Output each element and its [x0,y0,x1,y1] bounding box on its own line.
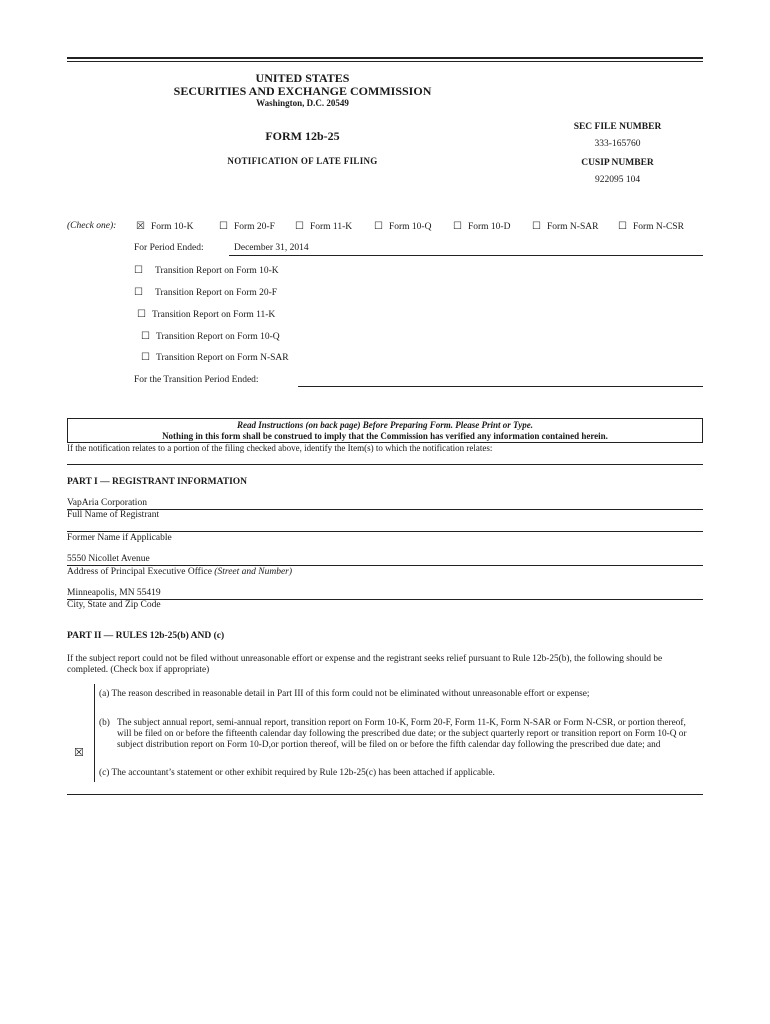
transition-report-item[interactable] [137,309,275,320]
registrant-name-rule [67,509,703,510]
address-label-text: Address of Principal Executive Office [67,567,212,577]
transition-report-label: Transition Report on Form N-SAR [155,353,289,363]
part1-heading: PART I — REGISTRANT INFORMATION [67,477,248,487]
form-title: FORM 12b-25 [265,129,340,143]
checkbox-icon[interactable]: ☒ [136,221,145,232]
check-one-option[interactable] [136,221,193,232]
header-agency: SECURITIES AND EXCHANGE COMMISSION [173,84,432,98]
address-label-italic: (Street and Number) [214,567,293,577]
checkbox-icon[interactable]: ☐ [219,221,228,232]
address-rule [67,565,703,566]
registrant-name[interactable]: VapAria Corporation [67,498,147,508]
checkbox-icon[interactable]: ☐ [532,221,541,232]
address-value[interactable]: 5550 Nicollet Avenue [67,554,150,564]
instructions-line2: Nothing in this form shall be construed to imply that the Commission has verified any information contained herein. [162,431,608,441]
form-subtitle: NOTIFICATION OF LATE FILING [227,156,378,166]
check-one-option-label: Form 10-K [150,222,194,232]
part2-checkbox[interactable]: ☒ [74,746,84,759]
check-one-option[interactable] [532,221,598,232]
checkbox-icon[interactable]: ☐ [618,221,627,232]
period-underline [229,255,703,256]
check-one-option-label: Form N-SAR [546,222,599,232]
top-rule-thin [67,61,703,62]
check-one-option[interactable] [295,221,352,232]
bottom-rule [67,794,703,795]
cusip-label: CUSIP NUMBER [581,158,654,168]
part2-intro: If the subject report could not be filed without unreasonable effort or expense and the registrant seeks relief pursuant to Rule 12b-25(b), the following should be completed. (Check box if appropriate) [67,654,663,675]
transition-period-underline [298,386,703,387]
check-one-label: (Check one): [67,221,117,231]
check-one-option-label: Form N-CSR [632,222,684,232]
check-one-option-label: Form 11-K [309,222,353,232]
check-one-option-label: Form 10-D [467,222,511,232]
checkbox-icon[interactable]: ☐ [141,352,150,363]
check-one-option-label: Form 10-Q [388,222,432,232]
registrant-name-label: Full Name of Registrant [67,510,160,520]
sec-file-label: SEC FILE NUMBER [573,122,662,132]
period-value[interactable]: December 31, 2014 [234,243,309,253]
transition-report-item[interactable] [134,287,277,298]
address-label [67,567,292,577]
transition-report-item[interactable] [134,265,279,276]
checkbox-icon[interactable]: ☐ [374,221,383,232]
city-value[interactable]: Minneapolis, MN 55419 [67,588,161,598]
notification-note: If the notification relates to a portion of the filing checked above, identify the Item(s) to which the notification relates: [67,443,493,453]
item-c: (c) The accountant’s statement or other exhibit required by Rule 12b-25(c) has been attached if applicable. [99,768,495,778]
check-one-option[interactable] [219,221,275,232]
checkbox-icon[interactable]: ☐ [453,221,462,232]
city-rule [67,599,703,600]
cusip-value: 922095 104 [594,175,641,185]
top-rule-thick [67,57,703,59]
transition-period-label: For the Transition Period Ended: [134,375,259,385]
checkbox-icon[interactable]: ☐ [141,331,150,342]
former-name-rule [67,531,703,532]
item-b: The subject annual report, semi-annual report, transition report on Form 10-K, Form 20-F, Form 11-K, Form N-SAR or Form N-CSR, or portion thereof, will be filed on or before the fifteenth calendar day following the prescribed due date; or the subject quarterly report or transition report on Form 10-Q or subject distribution report on Form 10-D,or portion thereof, will be filed on or before the fifth calendar day following the prescribed due date; and [117,718,687,750]
part2-bracket [94,684,95,782]
checkbox-icon[interactable]: ☐ [295,221,304,232]
former-name-label: Former Name if Applicable [67,533,172,543]
city-label: City, State and Zip Code [67,600,161,610]
transition-report-label: Transition Report on Form 10-Q [155,332,280,342]
check-one-option[interactable] [618,221,684,232]
item-b-prefix: (b) [99,718,110,728]
note-rule [67,464,703,465]
instructions-line1: Read Instructions (on back page) Before Preparing Form. Please Print or Type. [237,420,533,430]
header-country: UNITED STATES [255,71,350,85]
check-one-option[interactable] [374,221,431,232]
header-location: Washington, D.C. 20549 [256,98,349,108]
item-a: (a) The reason described in reasonable detail in Part III of this form could not be eliminated without unreasonable effort or expense; [99,689,590,699]
checkbox-icon[interactable]: ☐ [137,309,146,320]
period-label: For Period Ended: [134,243,204,253]
transition-report-item[interactable] [141,331,280,342]
sec-file-value: 333-165760 [594,139,641,149]
instructions-box [67,418,703,443]
checkbox-icon[interactable]: ☐ [134,287,143,298]
check-one-option[interactable] [453,221,510,232]
transition-report-label: Transition Report on Form 11-K [151,310,276,320]
transition-report-label: Transition Report on Form 10-K [154,266,279,276]
check-one-option-label: Form 20-F [233,222,275,232]
part2-heading: PART II — RULES 12b-25(b) AND (c) [67,631,225,641]
checkbox-icon[interactable]: ☐ [134,265,143,276]
transition-report-label: Transition Report on Form 20-F [154,288,278,298]
transition-report-item[interactable] [141,352,289,363]
